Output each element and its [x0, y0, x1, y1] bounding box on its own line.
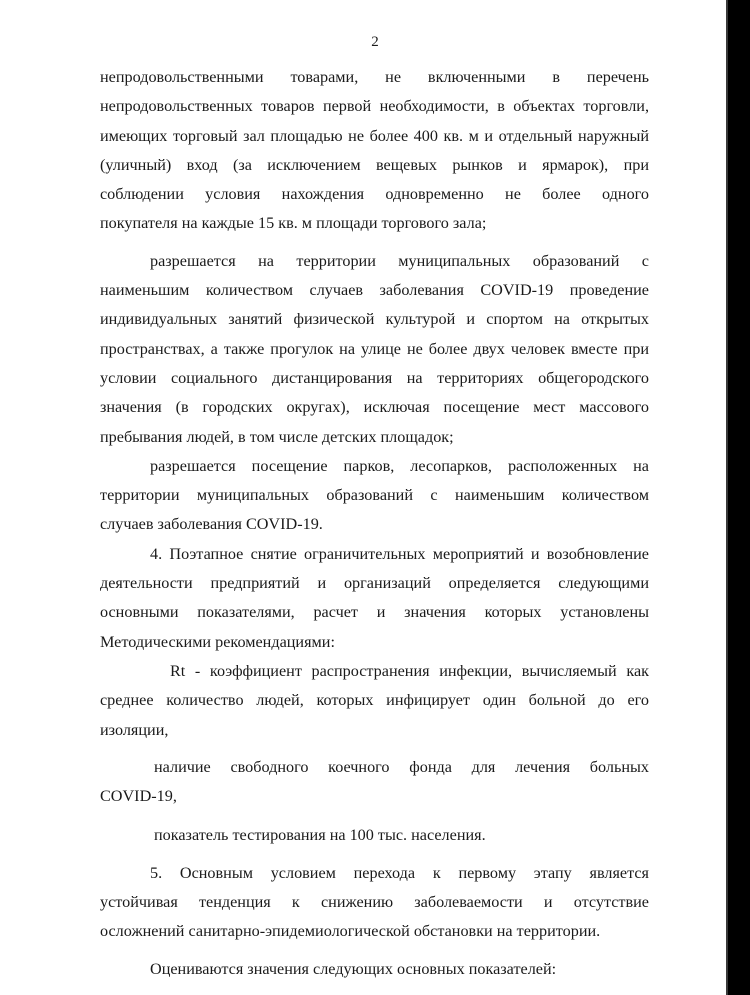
text-line: покупателя на каждые 15 кв. м площади торгового зала; [100, 214, 487, 233]
text-line: разрешается посещение парков, лесопарков, расположенных на [150, 456, 649, 475]
text-line: условии социального дистанцирования на территориях общегородского [100, 368, 649, 387]
paragraph-gap [100, 745, 649, 753]
text-line: Оцениваются значения следующих основных показателей: [150, 959, 557, 978]
text-line: наименьшим количеством случаев заболевания COVID-19 проведение [100, 281, 649, 300]
text-line: случаев заболевания COVID-19. [100, 515, 323, 534]
text-line: соблюдении условия нахождения одновременно не более одного [100, 185, 649, 204]
paragraph-gap [100, 239, 649, 247]
paragraph-gap [100, 947, 649, 955]
text-line: наличие свободного коечного фонда для лечения больных [154, 757, 649, 776]
text-line: изоляции, [100, 720, 169, 739]
text-line: значения (в городских округах), исключая посещение мест массового [100, 398, 649, 417]
text-line: осложнений санитарно-эпидемиологической обстановки на территории. [100, 922, 601, 941]
text-line: пребывания людей, в том числе детских площадок; [100, 427, 454, 446]
text-line: индивидуальных занятий физической культурой и спортом на открытых [100, 310, 649, 329]
text-line: показатель тестирования на 100 тыс. населения. [154, 826, 486, 845]
text-line: имеющих торговый зал площадью не более 400 кв. м и отдельный наружный [100, 126, 649, 145]
paragraph-gap [100, 811, 649, 821]
text-line: COVID-19, [100, 787, 177, 806]
text-line: разрешается на территории муниципальных образований с [150, 251, 649, 270]
text-line: среднее количество людей, которых инфицирует один больной до его [100, 691, 649, 710]
paragraph-gap [100, 851, 649, 859]
text-line: (уличный) вход (за исключением вещевых рынков и ярмарок), при [100, 155, 649, 174]
text-line: устойчивая тенденция к снижению заболеваемости и отсутствие [100, 893, 649, 912]
text-line: 5. Основным условием перехода к первому этапу является [150, 863, 649, 882]
text-line: основными показателями, расчет и значения которых установлены [100, 603, 649, 622]
text-line: пространствах, а также прогулок на улице не более двух человек вместе при [100, 339, 649, 358]
text-line: Методическими рекомендациями: [100, 632, 335, 651]
text-line: Rt - коэффициент распространения инфекции, вычисляемый как [170, 661, 649, 680]
page-number: 2 [371, 34, 379, 50]
text-line: 4. Поэтапное снятие ограничительных мероприятий и возобновление [150, 544, 649, 563]
document-body [100, 63, 649, 984]
text-line: непродовольственных товаров первой необходимости, в объектах торговли, [100, 97, 649, 116]
text-line: непродовольственными товарами, не включенными в перечень [100, 68, 649, 86]
text-line: деятельности предприятий и организаций определяется следующими [100, 574, 649, 593]
text-line: территории муниципальных образований с наименьшим количеством [100, 486, 649, 505]
